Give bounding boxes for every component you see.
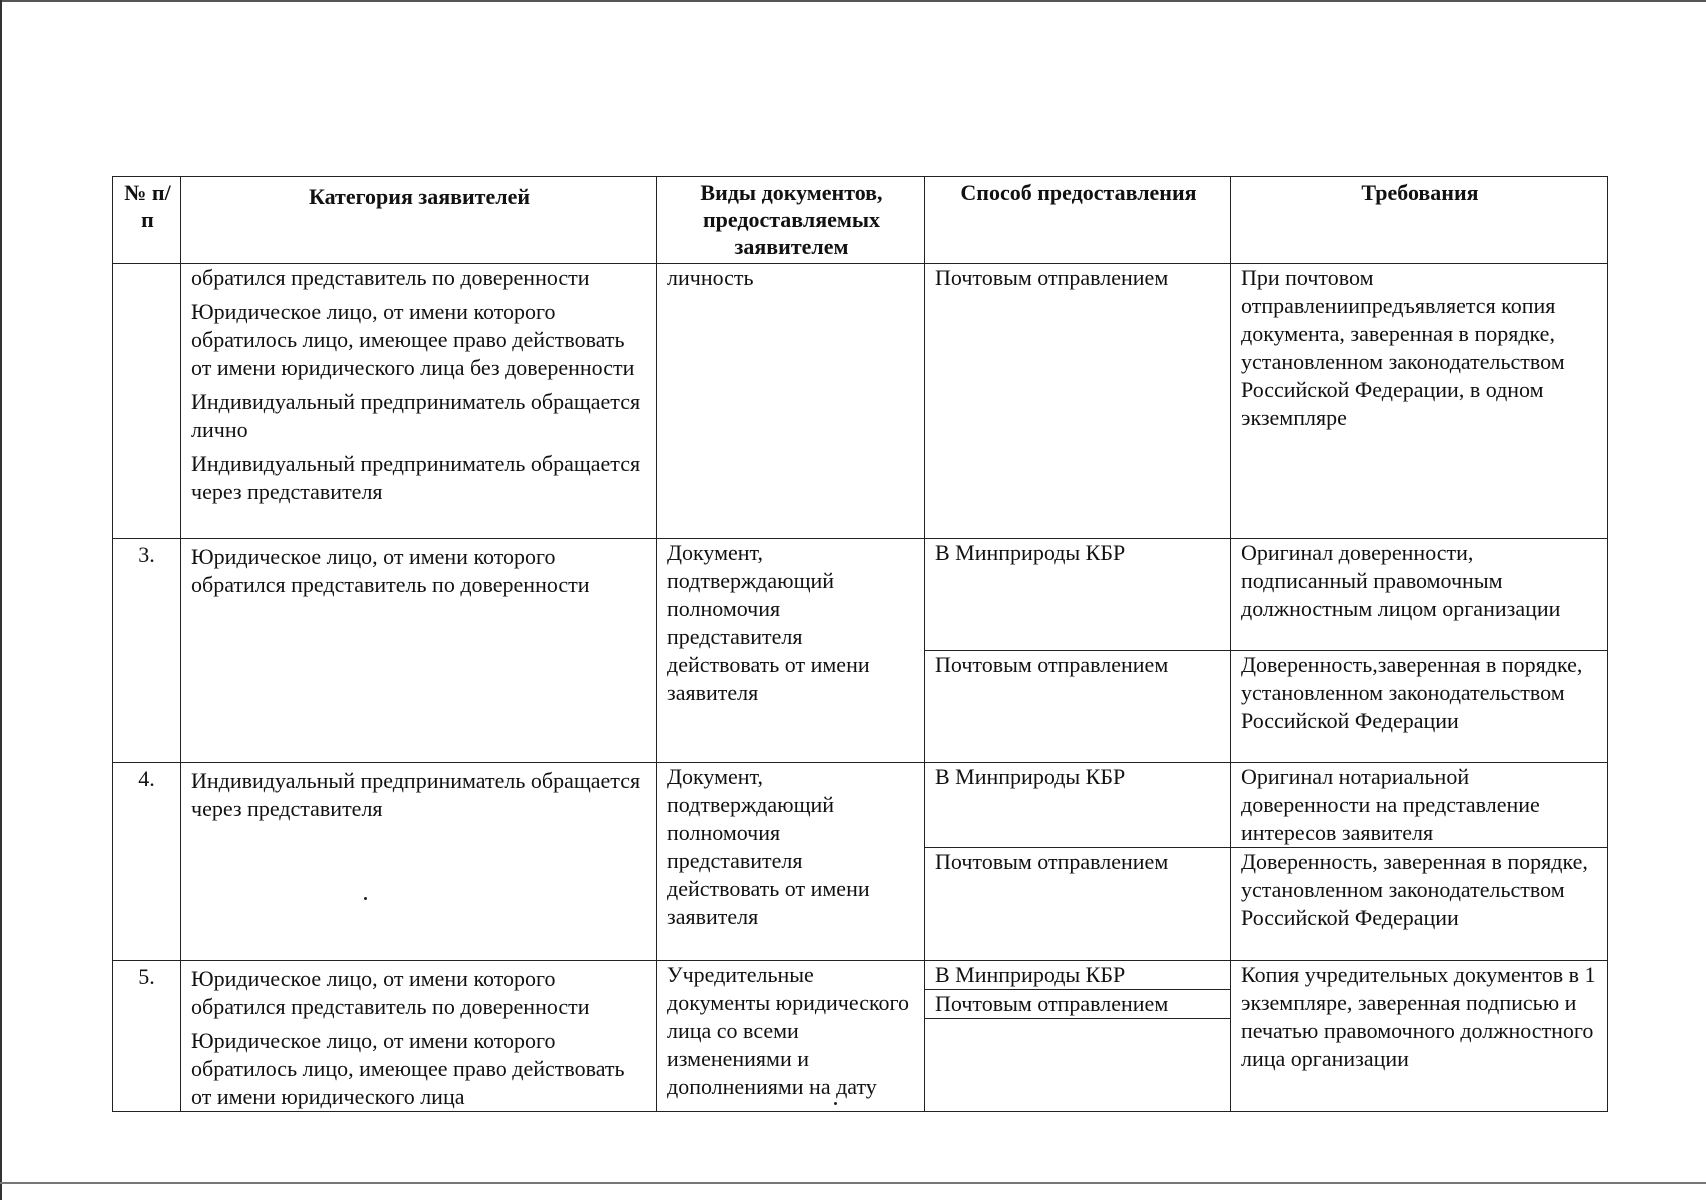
header-num: № п/п	[113, 177, 181, 264]
row-cont-doc: личность	[657, 264, 925, 539]
row5-method-empty	[925, 1019, 1231, 1112]
table-header-row	[113, 177, 1608, 264]
row5-num: 5.	[113, 961, 181, 1112]
row-cont-num	[113, 264, 181, 539]
scan-edge-left	[0, 0, 2, 1200]
row5-category-1: Юридическое лицо, от имени которого обратился представитель по доверенности	[191, 966, 590, 1019]
header-doc-types: Виды документов, предоставляемых заявителем	[657, 177, 925, 264]
table-row-3	[113, 539, 1608, 651]
row5-category-2: Юридическое лицо, от имени которого обратилось лицо, имеющее право действовать от имени юридического лица	[191, 1028, 625, 1109]
table-row-5	[113, 961, 1608, 990]
row-cont-method: Почтовым отправлением	[925, 264, 1231, 539]
scan-edge-bottom	[0, 1182, 1706, 1184]
row4-num: 4.	[113, 763, 181, 961]
row3-doc: Документ, подтверждающий полномочия представителя действовать от имени заявителя	[657, 539, 925, 763]
table-row-continued	[113, 264, 1608, 539]
row5-method-2: Почтовым отправлением	[925, 990, 1231, 1019]
header-method: Способ предоставления	[925, 177, 1231, 264]
row4-category: Индивидуальный предприниматель обращается через представителя	[181, 763, 657, 961]
row4-doc: Документ, подтверждающий полномочия представителя действовать от имени заявителя	[657, 763, 925, 961]
row3-req-1: Оригинал доверенности, подписанный правомочным должностным лицом организации	[1231, 539, 1608, 651]
scan-speck-1	[364, 897, 367, 900]
row3-method-1: В Минприроды КБР	[925, 539, 1231, 651]
row-cont-category-2: Юридическое лицо, от имени которого обратилось лицо, имеющее право действовать от имени юридического лица без доверенности	[191, 299, 635, 380]
header-requirements: Требования	[1231, 177, 1608, 264]
row5-requirement: Копия учредительных документов в 1 экземпляре, заверенная подписью и печатью правомочного должностного лица организации	[1231, 961, 1608, 1112]
row5-categories	[181, 961, 657, 1112]
row5-doc: Учредительные документы юридического лица со всеми изменениями и дополнениями на дату	[657, 961, 925, 1112]
row-cont-category-1: обратился представитель по доверенности	[191, 265, 590, 290]
scan-edge-top	[0, 0, 1706, 2]
row-cont-requirement: При почтовом отправлениипредъявляется копия документа, заверенная в порядке, установленном законодательством Российской Федерации, в одном экземпляре	[1231, 264, 1608, 539]
row5-method-1: В Минприроды КБР	[925, 961, 1231, 990]
row4-req-1: Оригинал нотариальной доверенности на представление интересов заявителя	[1231, 763, 1608, 848]
header-category: Категория заявителей	[181, 177, 657, 264]
row3-num: 3.	[113, 539, 181, 763]
row-cont-categories	[181, 264, 657, 539]
row-cont-category-4: Индивидуальный предприниматель обращается через представителя	[191, 451, 641, 504]
table-row-4	[113, 763, 1608, 848]
row3-category: Юридическое лицо, от имени которого обратился представитель по доверенности	[181, 539, 657, 763]
row4-req-2: Доверенность, заверенная в порядке, установленном законодательством Российской Федерации	[1231, 848, 1608, 961]
scan-speck-2	[834, 1102, 837, 1105]
documents-table	[112, 176, 1608, 1112]
row3-method-2: Почтовым отправлением	[925, 651, 1231, 763]
row4-method-1: В Минприроды КБР	[925, 763, 1231, 848]
row4-method-2: Почтовым отправлением	[925, 848, 1231, 961]
row-cont-category-3: Индивидуальный предприниматель обращается лично	[191, 389, 641, 442]
row3-req-2: Доверенность,заверенная в порядке, установленном законодательством Российской Федерации	[1231, 651, 1608, 763]
